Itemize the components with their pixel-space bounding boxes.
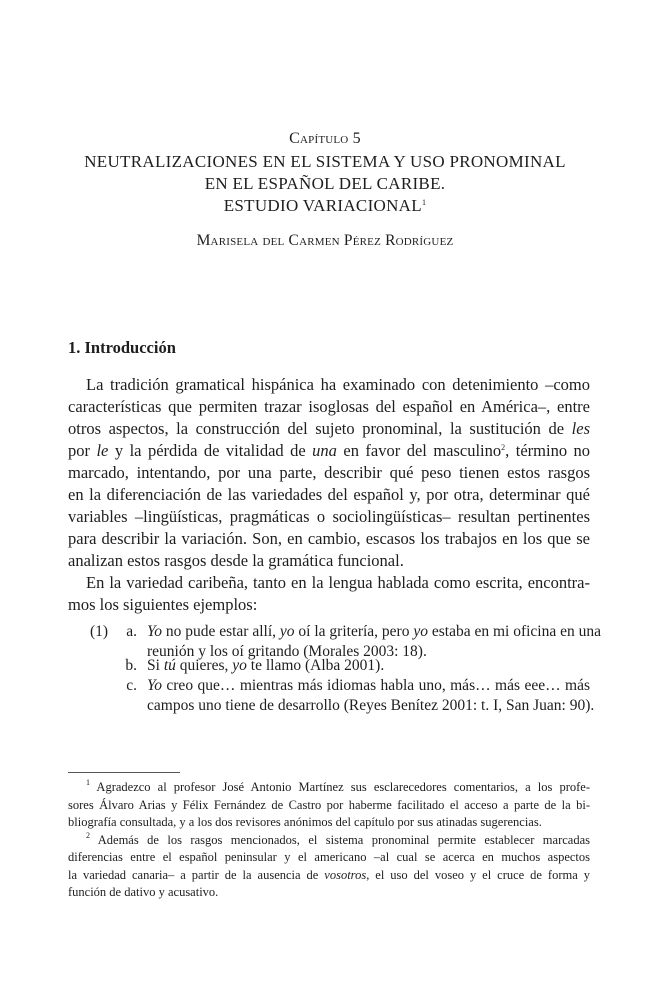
paragraph-line: características que permiten trazar isoglosas del español en América–, entre [68,397,590,416]
example-line: Si tú quieres, yo te llamo (Alba 2001). [147,657,385,674]
footnote-mark: 2 [86,830,90,840]
italic-pronoun: yo [232,657,247,674]
italic-pronoun: Yo [147,623,162,640]
footnote-line: bliografía consultada, y a los dos revisores anónimos del capítulo por sus atinadas sugerencias. [68,815,542,829]
example-line: campos uno tiene de desarrollo (Reyes Benítez 2001: t. I, San Juan: 90). [147,697,595,714]
italic-pronoun: Yo [147,677,162,694]
footnote-reference-1[interactable]: 1 [421,198,427,207]
paragraph-line: otros aspectos, la construcción del sujeto pronominal, la sustitución de les [68,419,590,438]
footnote-line: $^2$ Además de los rasgos mencionados, el sistema pronominal permite establecer marcadas [86,830,590,847]
example-line: Yo no pude estar allí, yo oí la gritería, pero yo estaba en mi oficina en una [147,623,601,640]
example-number: (1) [90,623,109,640]
italic-pronoun: yo [413,623,428,640]
italic-term: le [96,441,109,460]
italic-pronoun: tú [163,657,176,674]
paragraph-line: En la variedad caribeña, tanto en la lengua hablada como escrita, encontra- [86,573,590,592]
footnote-line: la variedad canaria– a partir de la ausencia de vosotros, el uso del voseo y el cruce de forma y [68,867,590,882]
footnote-line: función de dativo y acusativo. [68,885,219,899]
author-name: Marisela del Carmen Pérez Rodríguez [196,232,454,249]
paragraph-line: La tradición gramatical hispánica ha examinado con detenimiento –como [86,375,590,394]
italic-pronoun: yo [279,623,295,640]
example-letter-c: c. [126,677,137,694]
paragraph-line: mos los siguientes ejemplos: [68,595,258,614]
paragraph-line: analizan estos rasgos desde la gramática funcional. [68,551,404,570]
paragraph-line: variables –lingüísticas, pragmáticas o sociolingüísticas– resultan pertinentes [68,507,590,526]
chapter-title-line-2: EN EL ESPAÑOL DEL CARIBE. [204,174,446,193]
paragraph-2 [68,572,590,616]
chapter-label: Capítulo 5 [289,130,361,147]
example-line: Yo creo que… mientras más idiomas habla uno, más… más eee… más [147,677,590,694]
example-b [147,656,590,676]
footnote-line: sores Álvaro Arias y Félix Fernández de Castro por haberme facilitado el acceso a parte de la bi- [68,797,590,812]
paragraph-line: para describir la variación. Son, en cambio, escasos los trabajos en los que se [68,529,590,548]
chapter-title-line-3 [0,196,650,216]
chapter-title-text: ESTUDIO VARIACIONAL [223,196,422,215]
example-letter-a: a. [126,623,137,640]
paragraph-line: por le y la pérdida de vitalidad de una en favor del masculino$^2$, término no [68,441,591,460]
footnote-reference-2[interactable]: 2 [501,443,506,452]
footnote-line: $^1$ Agradezco al profesor José Antonio Martínez sus esclarecedores comentarios, a los profe- [86,778,590,794]
footnote-divider [68,772,180,773]
example-c [147,676,595,716]
example-line: reunión y los oí gritando (Morales 2003: 18). [147,643,427,660]
paragraph-line: en la diferenciación de las variedades del español y, por otra, determinar qué [68,485,590,504]
section-heading: 1. Introducción [68,338,176,357]
footnote-1 [68,779,590,832]
footnote-line: diferencias entre el español peninsular y el americano –al cual se acerca en muchos aspectos [68,850,590,864]
italic-term: una [312,441,337,460]
footnote-mark: 1 [86,778,90,787]
example-letter-b: b. [125,657,137,674]
chapter-title-line-1: NEUTRALIZACIONES EN EL SISTEMA Y USO PRONOMINAL [84,152,566,171]
italic-term: les [571,419,590,438]
paragraph-line: marcado, intentando, por una parte, describir qué peso tienen estos rasgos [68,463,590,482]
footnote-2 [68,832,590,902]
paragraph-1 [68,374,590,572]
italic-term: vosotros [324,867,367,882]
